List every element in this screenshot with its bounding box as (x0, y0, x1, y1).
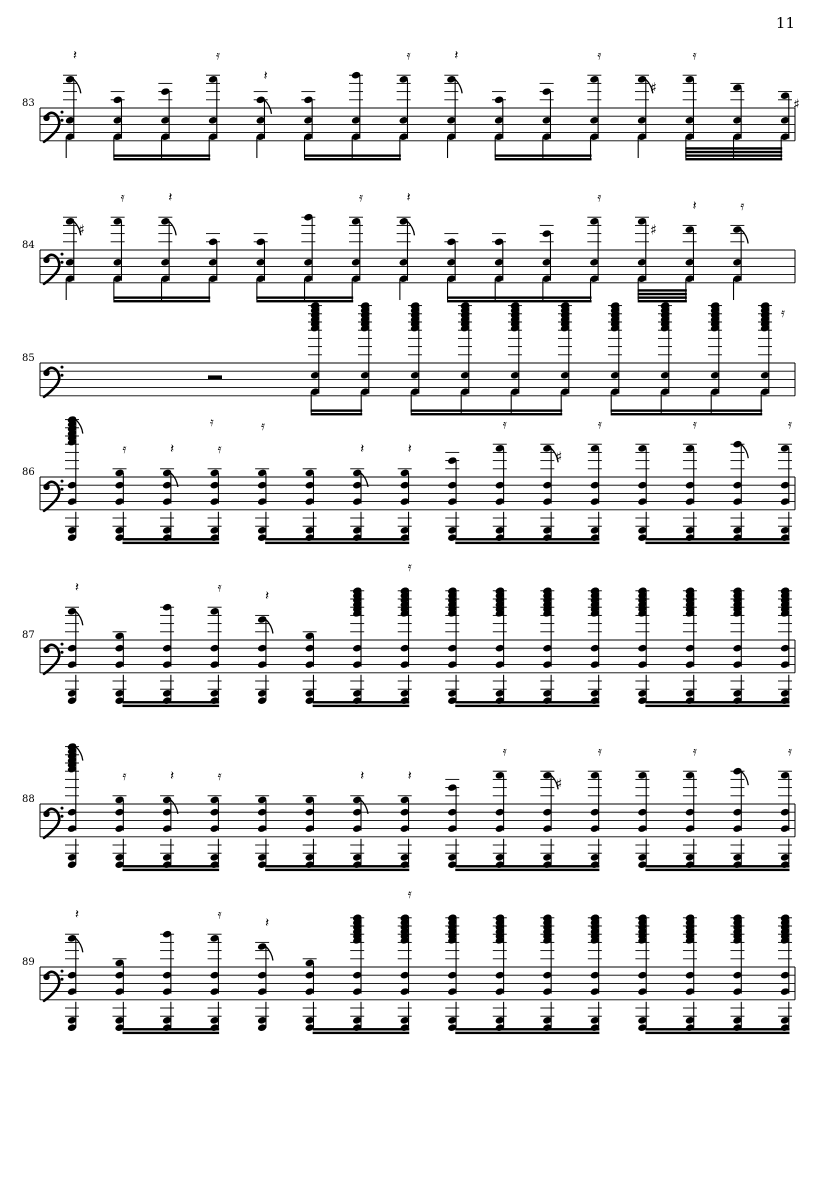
rest-mark: 𝄽 (454, 48, 459, 64)
rest-mark: 𝄽 (407, 769, 412, 785)
rest-mark: 𝄿 (122, 769, 127, 785)
chord-cluster (635, 586, 649, 705)
chord (588, 418, 602, 542)
beam (455, 1028, 599, 1030)
clef-dot (61, 978, 64, 981)
chord-cluster (778, 586, 792, 705)
beam (447, 296, 592, 298)
clef-dot (61, 119, 64, 122)
flag (76, 420, 83, 434)
clef-dot (61, 366, 64, 369)
chord (781, 306, 785, 321)
beam (304, 154, 401, 156)
beam (313, 1028, 410, 1030)
rest-mark: 𝄿 (406, 48, 411, 64)
chord-cluster (350, 586, 364, 705)
rest-mark: 𝄿 (692, 744, 697, 760)
clef-head (43, 974, 49, 980)
chord (444, 49, 462, 158)
beam (304, 158, 401, 160)
clef-dot (61, 807, 64, 810)
chord (255, 796, 269, 870)
chord (206, 49, 220, 158)
clef-dot (61, 374, 64, 377)
beam (313, 1032, 410, 1034)
chord (158, 83, 172, 158)
sharp-sign: ♯ (650, 222, 657, 239)
rest-mark: 𝄽 (360, 769, 365, 785)
chord (397, 49, 411, 158)
beam (113, 296, 210, 298)
chord (587, 191, 601, 300)
chord-cluster (730, 586, 744, 705)
beam (123, 1032, 220, 1034)
system-89 (22, 887, 795, 1034)
sharp-sign: ♯ (555, 776, 563, 793)
rest-mark: 𝄿 (740, 198, 745, 214)
beam (313, 701, 410, 703)
bass-clef (43, 480, 63, 511)
beam (685, 147, 782, 149)
beam (123, 705, 220, 707)
rest-mark: 𝄽 (263, 69, 268, 85)
chord (113, 632, 127, 706)
chord (683, 418, 697, 542)
rest-mark: 𝄽 (73, 48, 77, 64)
beam (455, 538, 599, 540)
rest-mark: 𝄿 (692, 417, 697, 433)
chord-cluster (445, 913, 459, 1032)
rest-mark: 𝄽 (170, 442, 175, 458)
sharp-sign: ♯ (650, 80, 657, 97)
beam (311, 409, 363, 411)
clef-head (43, 257, 49, 263)
chord-cluster (493, 913, 507, 1032)
chord (255, 916, 273, 1032)
beam (455, 865, 599, 867)
beam (645, 705, 789, 707)
chord-cluster (65, 415, 83, 542)
chord-cluster (683, 586, 697, 705)
chord (683, 199, 697, 300)
rest-mark: 𝄽 (75, 907, 79, 923)
beam (123, 869, 220, 871)
rest-mark: 𝄿 (261, 418, 265, 434)
beam (123, 542, 220, 544)
system-88 (22, 742, 795, 871)
chord (113, 959, 127, 1033)
rest-mark: 𝄽 (360, 442, 365, 458)
system-86 (22, 415, 795, 544)
half-rest (208, 375, 222, 428)
bass-clef (43, 366, 63, 397)
clef-dot (61, 815, 64, 818)
beam (645, 538, 789, 540)
chord (160, 930, 174, 1032)
chord-cluster (65, 742, 83, 869)
clef-head (43, 370, 49, 376)
rest-mark: 𝄿 (359, 190, 363, 206)
chord (683, 49, 697, 158)
rest-mark: 𝄿 (788, 744, 792, 760)
rest-mark: 𝄿 (597, 744, 602, 760)
clef-dot (61, 643, 64, 646)
beam (495, 158, 592, 160)
sharp-sign: ♯ (78, 222, 85, 239)
rest-mark: 𝄿 (217, 907, 222, 923)
chord (350, 769, 368, 869)
rest-mark: 𝄿 (597, 48, 602, 64)
rest-mark: 𝄽 (692, 198, 697, 214)
beam (123, 865, 220, 867)
rest-mark: 𝄿 (216, 48, 220, 64)
beam (265, 542, 409, 544)
chord (303, 632, 317, 706)
clef-dot (61, 488, 64, 491)
system-84 (22, 191, 795, 321)
clef-head (43, 811, 49, 817)
system-85 (22, 301, 795, 434)
measure-number: 89 (22, 957, 35, 968)
chord (113, 769, 127, 869)
system-87 (22, 560, 795, 707)
chord (540, 225, 554, 300)
beam (123, 701, 220, 703)
clef-head (43, 484, 49, 490)
rest-mark: 𝄿 (781, 305, 785, 321)
beam (265, 865, 409, 867)
beam (447, 300, 592, 302)
clef-dot (61, 253, 64, 256)
rest-mark: 𝄿 (122, 442, 127, 458)
beam (411, 413, 563, 415)
rest-mark: 𝄽 (406, 190, 411, 206)
chord (587, 49, 601, 158)
chord (730, 440, 748, 542)
flag (741, 771, 748, 785)
chord-cluster (398, 560, 412, 705)
rest-mark: 𝄿 (692, 48, 697, 64)
beam (123, 1028, 220, 1030)
beam (685, 151, 782, 153)
beam (638, 296, 687, 298)
chord-cluster (540, 586, 554, 705)
chord (778, 418, 792, 542)
beam (256, 300, 353, 302)
chord (349, 191, 363, 300)
measure-number: 83 (22, 98, 35, 109)
flag (264, 100, 271, 114)
rest-mark: 𝄿 (407, 887, 412, 903)
rest-mark: 𝄽 (265, 915, 270, 931)
beam (455, 1032, 599, 1034)
beam (455, 701, 599, 703)
beam (638, 293, 687, 295)
chord (588, 745, 602, 869)
measure-number: 88 (22, 794, 35, 805)
rest-mark: 𝄿 (788, 417, 792, 433)
rest-mark: 𝄿 (502, 417, 507, 433)
chord (111, 191, 125, 300)
rest-mark: 𝄿 (120, 190, 125, 206)
flag (76, 747, 83, 761)
rest-mark: 𝄿 (217, 580, 222, 596)
bass-clef (43, 111, 63, 142)
chord-cluster (778, 913, 792, 1032)
rest-mark: 𝄿 (217, 442, 222, 458)
rest-mark (208, 375, 222, 379)
chord (301, 213, 315, 300)
beam (455, 542, 599, 544)
beam (645, 1028, 789, 1030)
chord (208, 908, 222, 1032)
chord (398, 442, 412, 542)
chord-cluster (683, 913, 697, 1032)
chord (398, 769, 412, 869)
page-number: 11 (775, 14, 795, 32)
chord-cluster (398, 887, 412, 1032)
chord (160, 442, 178, 542)
beam (645, 542, 789, 544)
chord (113, 442, 127, 542)
bass-clef (43, 643, 63, 674)
chord (208, 769, 222, 869)
chord (349, 71, 363, 158)
chord (65, 581, 83, 705)
clef-dot (61, 651, 64, 654)
rest-mark: 𝄿 (210, 414, 214, 429)
beam (455, 705, 599, 707)
measure-number: 85 (22, 353, 35, 364)
chord (160, 603, 174, 705)
beam (411, 409, 563, 411)
beam (113, 300, 210, 302)
measure-number: 86 (22, 467, 35, 478)
chord (778, 745, 792, 869)
beam (495, 154, 592, 156)
rest-mark: 𝄽 (168, 190, 173, 206)
bass-clef (43, 970, 63, 1001)
clef-head (43, 115, 49, 121)
beam (113, 154, 210, 156)
rest-mark: 𝄿 (597, 190, 602, 206)
clef-dot (61, 970, 64, 973)
chord-cluster (588, 913, 602, 1032)
chord-cluster (588, 586, 602, 705)
beam (638, 289, 687, 291)
chord (208, 581, 222, 705)
beam (265, 869, 409, 871)
clef-head (43, 647, 49, 653)
chord-cluster (540, 913, 554, 1032)
beam (685, 158, 782, 160)
beam (611, 413, 763, 415)
rest-mark: 𝄽 (170, 769, 175, 785)
clef-dot (61, 480, 64, 483)
beam (685, 154, 782, 156)
beam (645, 701, 789, 703)
chord (158, 191, 176, 300)
chord (683, 745, 697, 869)
chord-cluster (445, 586, 459, 705)
chord (160, 769, 178, 869)
chord (540, 83, 554, 158)
rest-mark: 𝄿 (217, 769, 222, 785)
chord (350, 442, 368, 542)
chord (445, 452, 459, 542)
beam (645, 865, 789, 867)
measure-number: 87 (22, 630, 35, 641)
chord-cluster (493, 586, 507, 705)
beam (265, 538, 409, 540)
beam (611, 409, 763, 411)
beam (256, 296, 353, 298)
rest-mark: 𝄿 (597, 417, 602, 433)
sharp-sign: ♯ (555, 449, 563, 466)
rest-mark: 𝄽 (407, 442, 412, 458)
bass-clef (43, 807, 63, 838)
chord (303, 959, 317, 1033)
chord (255, 469, 269, 543)
chord (303, 796, 317, 870)
chord (208, 442, 222, 542)
sharp-sign: ♯ (793, 96, 800, 113)
chord (493, 745, 507, 869)
chord (445, 779, 459, 869)
clef-dot (61, 261, 64, 264)
chord (254, 69, 272, 158)
bass-clef (43, 253, 63, 284)
beam (645, 869, 789, 871)
chord (730, 83, 744, 158)
system-83 (22, 49, 800, 161)
chord (730, 767, 748, 869)
chord (303, 469, 317, 543)
chord (730, 199, 748, 300)
rest-mark: 𝄿 (502, 744, 507, 760)
chord (63, 49, 81, 158)
measure-number: 84 (22, 240, 35, 251)
rest-mark: 𝄿 (407, 560, 412, 576)
chord-cluster (635, 913, 649, 1032)
beam (645, 1032, 789, 1034)
chord (397, 191, 415, 300)
beam (123, 538, 220, 540)
chord (65, 908, 83, 1032)
chord-cluster (730, 913, 744, 1032)
chord (261, 419, 265, 434)
clef-dot (61, 111, 64, 114)
beam (311, 413, 363, 415)
beam (313, 705, 410, 707)
beam (113, 158, 210, 160)
beam (455, 869, 599, 871)
chord (493, 418, 507, 542)
rest-mark: 𝄽 (265, 588, 270, 604)
beam (638, 300, 687, 302)
rest-mark: 𝄽 (75, 580, 79, 596)
flag (741, 444, 748, 458)
chord-cluster (350, 913, 364, 1032)
chord (255, 589, 273, 705)
